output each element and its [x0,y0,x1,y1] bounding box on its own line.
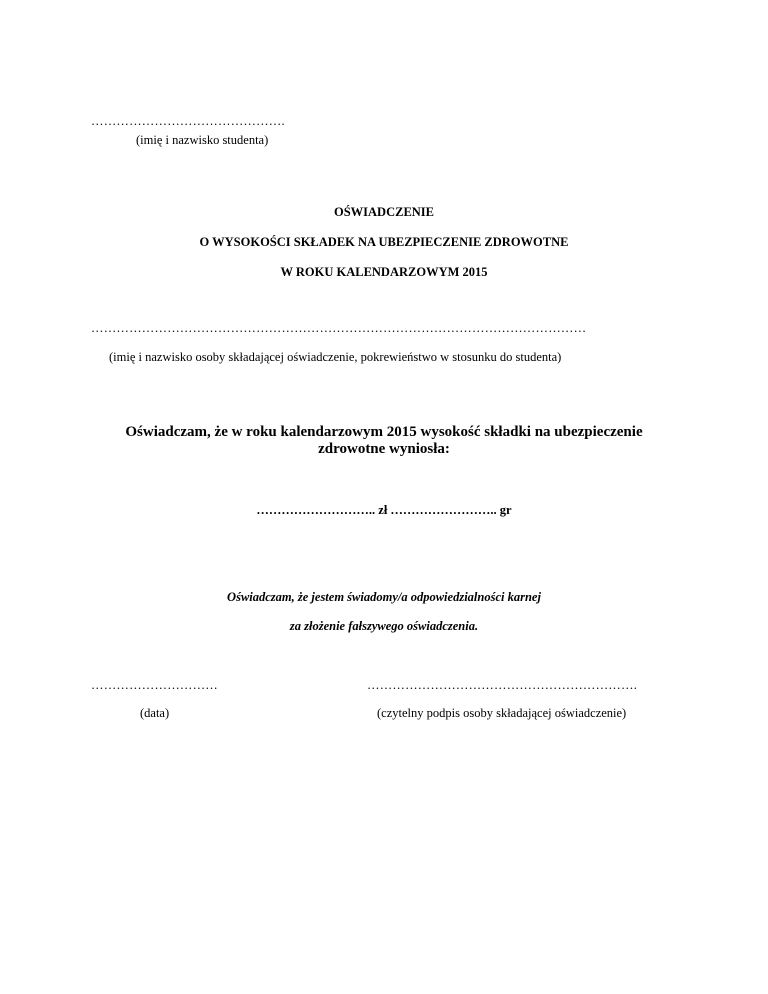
amount-dotted-line: ……………………….. zł …………………….. gr [256,503,512,517]
signature-label: (czytelny podpis osoby składającej oświadczenie) [377,706,627,720]
signature-dotted-line: ………………………………………………………. [367,678,638,692]
document-year-line: W ROKU KALENDARZOWYM 2015 [280,265,488,279]
date-dotted-line: ………………………… [91,678,218,692]
declarant-dotted-line: ……………………………………………………………………………………………………… [91,321,587,335]
student-name-label: (imię i nazwisko studenta) [136,133,269,147]
liability-line-1: Oświadczam, że jestem świadomy/a odpowiedzialności karnej [227,590,541,604]
statement-line-1: Oświadczam, że w roku kalendarzowym 2015 wysokość składki na ubezpieczenie [125,424,643,440]
statement-line-2: zdrowotne wyniosła: [318,441,450,457]
declarant-label: (imię i nazwisko osoby składającej oświadczenie, pokrewieństwo w stosunku do studenta) [109,350,562,364]
liability-line-2: za złożenie fałszywego oświadczenia. [289,619,479,633]
date-label: (data) [140,706,170,720]
student-name-dotted-line: ………………………………………. [91,114,285,128]
document-subtitle: O WYSOKOŚCI SKŁADEK NA UBEZPIECZENIE ZDROWOTNE [199,235,569,249]
document-title: OŚWIADCZENIE [333,205,435,219]
